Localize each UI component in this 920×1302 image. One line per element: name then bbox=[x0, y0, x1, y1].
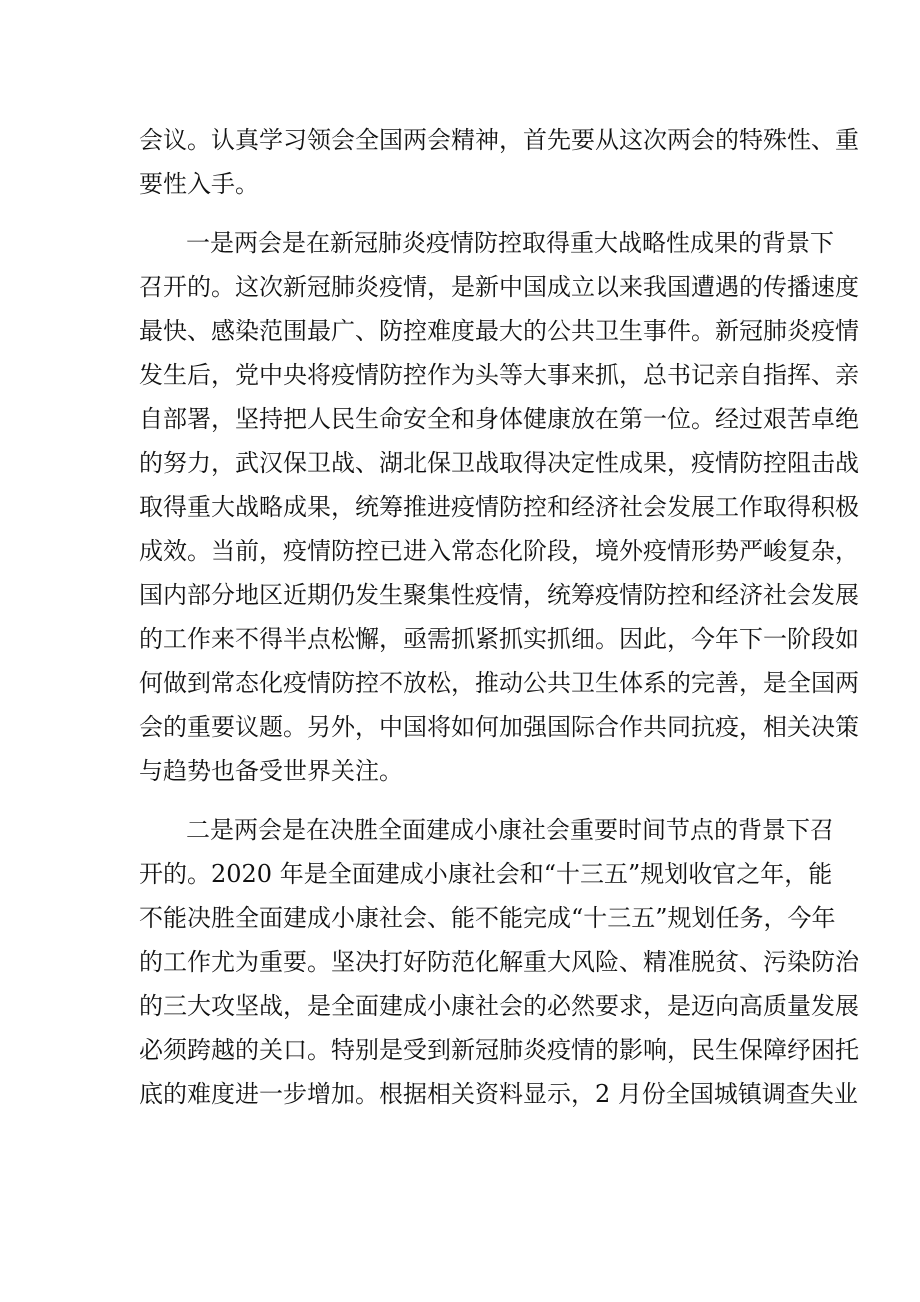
text-line: 的工作来不得半点松懈，亟需抓紧抓实抓细。因此，今年下一阶段如 bbox=[139, 625, 859, 653]
text-line: 会的重要议题。另外，中国将如何加强国际合作共同抗疫，相关决策 bbox=[139, 713, 859, 741]
text-line: 的努力，武汉保卫战、湖北保卫战取得决定性成果，疫情防控阻击战 bbox=[139, 449, 859, 477]
text-line: 最快、感染范围最广、防控难度最大的公共卫生事件。新冠肺炎疫情 bbox=[139, 317, 859, 345]
text-line: 成效。当前，疫情防控已进入常态化阶段，境外疫情形势严峻复杂， bbox=[139, 537, 859, 565]
text-line: 国内部分地区近期仍发生聚集性疫情，统筹疫情防控和经济社会发展 bbox=[139, 581, 859, 609]
text-line: 开的。2020 年是全面建成小康社会和“十三五”规划收官之年，能 bbox=[139, 860, 833, 888]
paragraph-first-line: 一是两会是在新冠肺炎疫情防控取得重大战略性成果的背景下 bbox=[186, 229, 834, 257]
paragraph-first-line: 二是两会是在决胜全面建成小康社会重要时间节点的背景下召 bbox=[186, 816, 834, 844]
text-line: 的工作尤为重要。坚决打好防范化解重大风险、精准脱贫、污染防治 bbox=[139, 948, 859, 976]
text-line: 不能决胜全面建成小康社会、能不能完成“十三五”规划任务，今年 bbox=[139, 904, 836, 932]
text-line: 何做到常态化疫情防控不放松，推动公共卫生体系的完善，是全国两 bbox=[139, 669, 859, 697]
text-line: 必须跨越的关口。特别是受到新冠肺炎疫情的影响，民生保障纾困托 bbox=[139, 1036, 859, 1064]
text-line: 自部署，坚持把人民生命安全和身体健康放在第一位。经过艰苦卓绝 bbox=[139, 405, 859, 433]
text-line: 会议。认真学习领会全国两会精神，首先要从这次两会的特殊性、重 bbox=[139, 126, 859, 154]
text-line: 召开的。这次新冠肺炎疫情，是新中国成立以来我国遭遇的传播速度 bbox=[139, 273, 859, 301]
text-line: 的三大攻坚战，是全面建成小康社会的必然要求，是迈向高质量发展 bbox=[139, 992, 859, 1020]
text-line: 发生后，党中央将疫情防控作为头等大事来抓，总书记亲自指挥、亲 bbox=[139, 361, 859, 389]
text-line: 底的难度进一步增加。根据相关资料显示，2 月份全国城镇调查失业 bbox=[139, 1080, 858, 1108]
text-line: 要性入手。 bbox=[139, 170, 259, 198]
text-line: 取得重大战略成果，统筹推进疫情防控和经济社会发展工作取得积极 bbox=[139, 493, 859, 521]
text-line: 与趋势也备受世界关注。 bbox=[139, 757, 403, 785]
